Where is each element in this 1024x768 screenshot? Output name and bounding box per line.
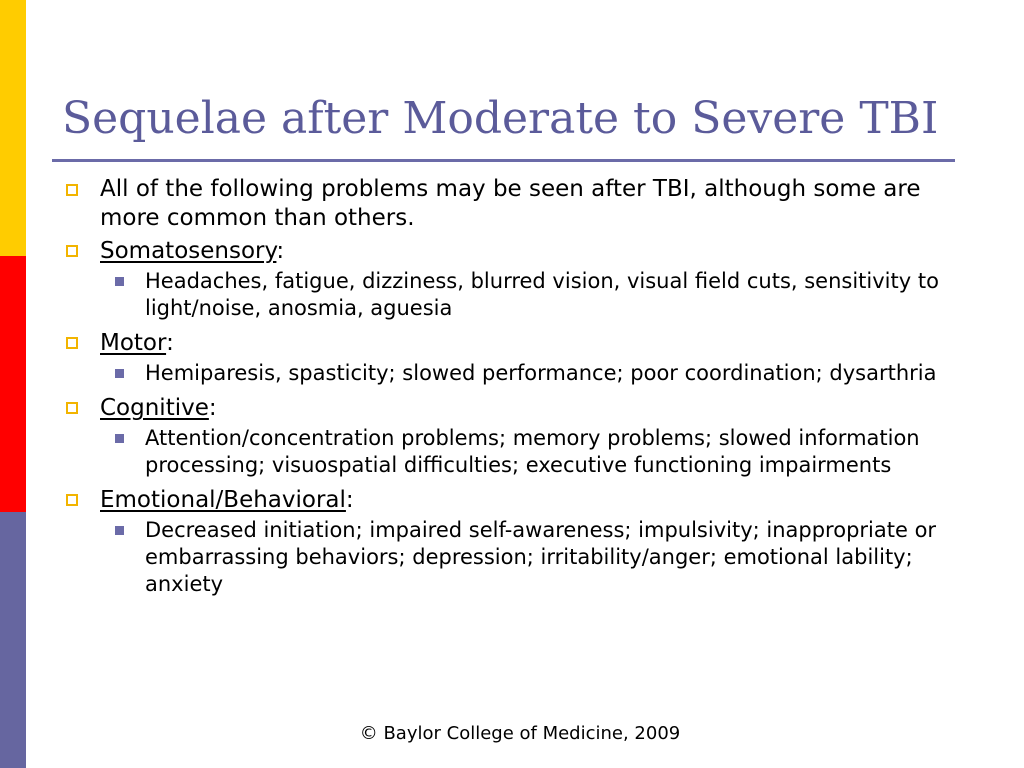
category-motor <box>62 328 962 387</box>
hollow-square-bullet-icon <box>66 184 78 196</box>
category-emotional-behavioral <box>62 485 962 598</box>
category-name-motor: Motor <box>100 330 167 356</box>
category-detail-motor <box>100 360 962 387</box>
detail-text: Decreased initiation; impaired self-awareness; impulsivity; inappropriate or embarrassing behaviors; depression; irritability/anger; emotional lability; anxiety <box>145 518 937 596</box>
hollow-square-bullet-icon <box>66 402 78 414</box>
filled-square-bullet-icon <box>115 434 124 443</box>
category-name-emotional-behavioral: Emotional/Behavioral <box>100 487 346 513</box>
title-divider <box>52 159 955 162</box>
category-colon: : <box>345 487 354 513</box>
filled-square-bullet-icon <box>115 277 124 286</box>
detail-text: Attention/concentration problems; memory problems; slowed information processing; visuospatial difficulties; executive functioning impairments <box>145 426 920 477</box>
category-name-somatosensory: Somatosensory <box>100 238 277 264</box>
category-detail-emotional-behavioral <box>100 517 962 598</box>
category-cognitive <box>62 393 962 479</box>
category-somatosensory <box>62 236 962 322</box>
hollow-square-bullet-icon <box>66 245 78 257</box>
left-stripe-red <box>0 256 26 512</box>
hollow-square-bullet-icon <box>66 337 78 349</box>
category-detail-cognitive <box>100 425 962 479</box>
category-name-cognitive: Cognitive <box>100 395 209 421</box>
slide-content <box>62 175 962 604</box>
intro-text: All of the following problems may be seen after TBI, although some are more common than others. <box>100 176 921 231</box>
filled-square-bullet-icon <box>115 526 124 535</box>
filled-square-bullet-icon <box>115 369 124 378</box>
category-colon: : <box>208 395 217 421</box>
category-colon: : <box>276 238 285 264</box>
category-colon: : <box>166 330 174 356</box>
detail-text: Hemiparesis, spasticity; slowed performance; poor coordination; dysarthria <box>145 361 937 385</box>
hollow-square-bullet-icon <box>66 494 78 506</box>
copyright-footer: © Baylor College of Medicine, 2009 <box>359 723 681 744</box>
left-stripe-yellow <box>0 0 26 256</box>
intro-bullet <box>62 175 962 233</box>
detail-text: Headaches, fatigue, dizziness, blurred vision, visual field cuts, sensitivity to light/noise, anosmia, aguesia <box>145 269 939 320</box>
slide-title: Sequelae after Moderate to Severe TBI <box>62 93 939 144</box>
category-detail-somatosensory <box>100 268 962 322</box>
